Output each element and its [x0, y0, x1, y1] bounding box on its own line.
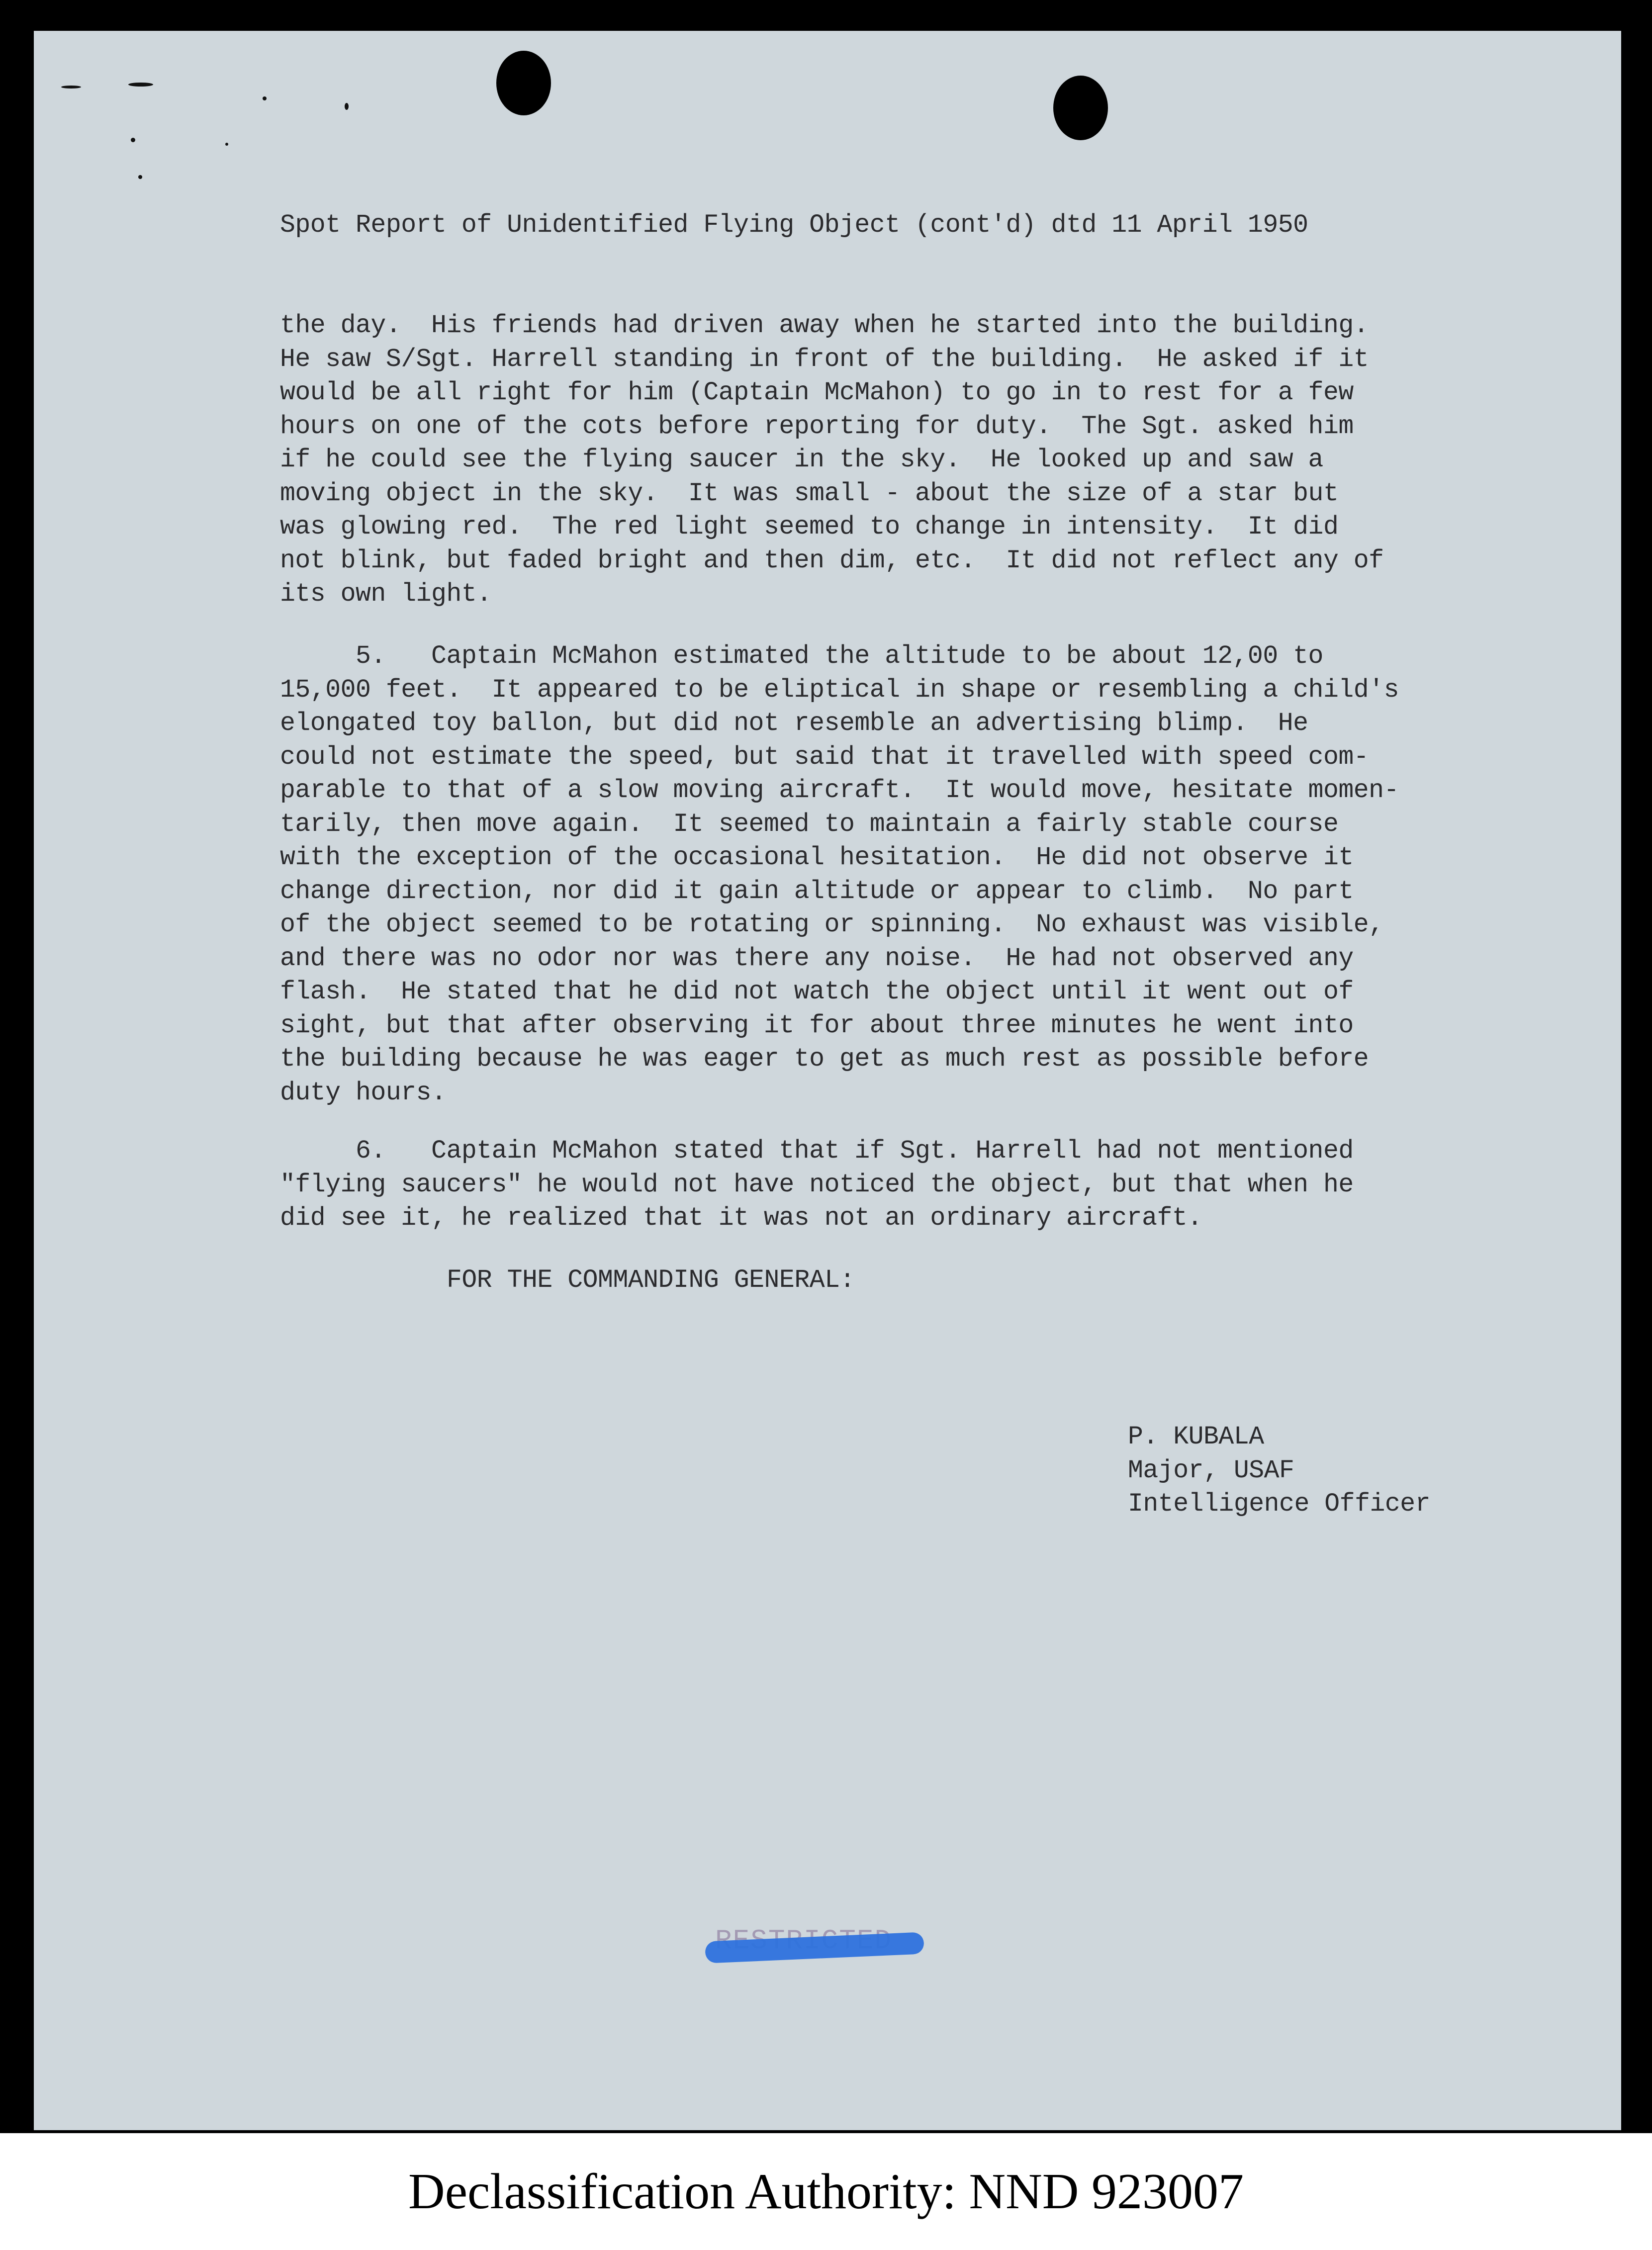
paragraph-5: 5. Captain McMahon estimated the altitude to be about 12,00 to 15,000 feet. It appeared to be eliptical in shape or resembling a child's elongated toy ballon, but did not resemble an advertising blimp. He could not estimate the speed, but said that it travelled with speed com- parable to that of a slow moving aircraft. It would move, hesitate momen- tarily, then move again. It seemed to maintain a fairly stable course with the exception of the occasional hesitation. He did not observe it change direction, nor did it gain altitude or appear to climb. No part of the object seemed to be rotating or spinning. No exhaust was visible, and there was no odor nor was there any noise. He had not observed any flash. He stated that he did not watch the object until it went out of sight, but that after observing it for about three minutes he went into the building because he was eager to get as much rest as possible before duty hours. [280, 642, 1399, 1107]
ink-speck [263, 96, 267, 100]
punch-hole [1053, 76, 1108, 140]
ink-speck [131, 138, 135, 142]
paragraph-continued: the day. His friends had driven away when he started into the building. He saw S/Sgt. Harrell standing in front of the building. He asked if it would be all right for him (Captain McMahon) to go in to rest for a few hours on one of the cots before reporting for duty. The Sgt. asked him if he could see the flying saucer in the sky. He looked up and saw a moving object in the sky. It was small - about the size of a star but was glowing red. The red light seemed to change in intensity. It did not blink, but faded bright and then dim, etc. It did not reflect any of its own light. [280, 311, 1384, 609]
punch-hole [496, 51, 551, 115]
ink-speck [138, 175, 142, 179]
ink-speck [128, 83, 153, 87]
classification-stamp [695, 1923, 934, 1962]
declassification-authority: Declassification Authority: NND 923007 [408, 2163, 1244, 2220]
ink-speck [225, 143, 228, 146]
ink-speck [345, 103, 349, 110]
ink-speck [61, 86, 81, 89]
paragraph-6: 6. Captain McMahon stated that if Sgt. Harrell had not mentioned "flying saucers" he would not have noticed the object, but that when he did see it, he realized that it was not an ordinary aircraft. [280, 1137, 1354, 1233]
report-title: Spot Report of Unidentified Flying Object (cont'd) dtd 11 April 1950 [280, 211, 1308, 240]
declassification-footer [0, 2133, 1652, 2250]
document-page [34, 31, 1621, 2130]
signature-intro: FOR THE COMMANDING GENERAL: [447, 1266, 855, 1295]
signature-block: P. KUBALA Major, USAF Intelligence Officer [1128, 1423, 1431, 1519]
